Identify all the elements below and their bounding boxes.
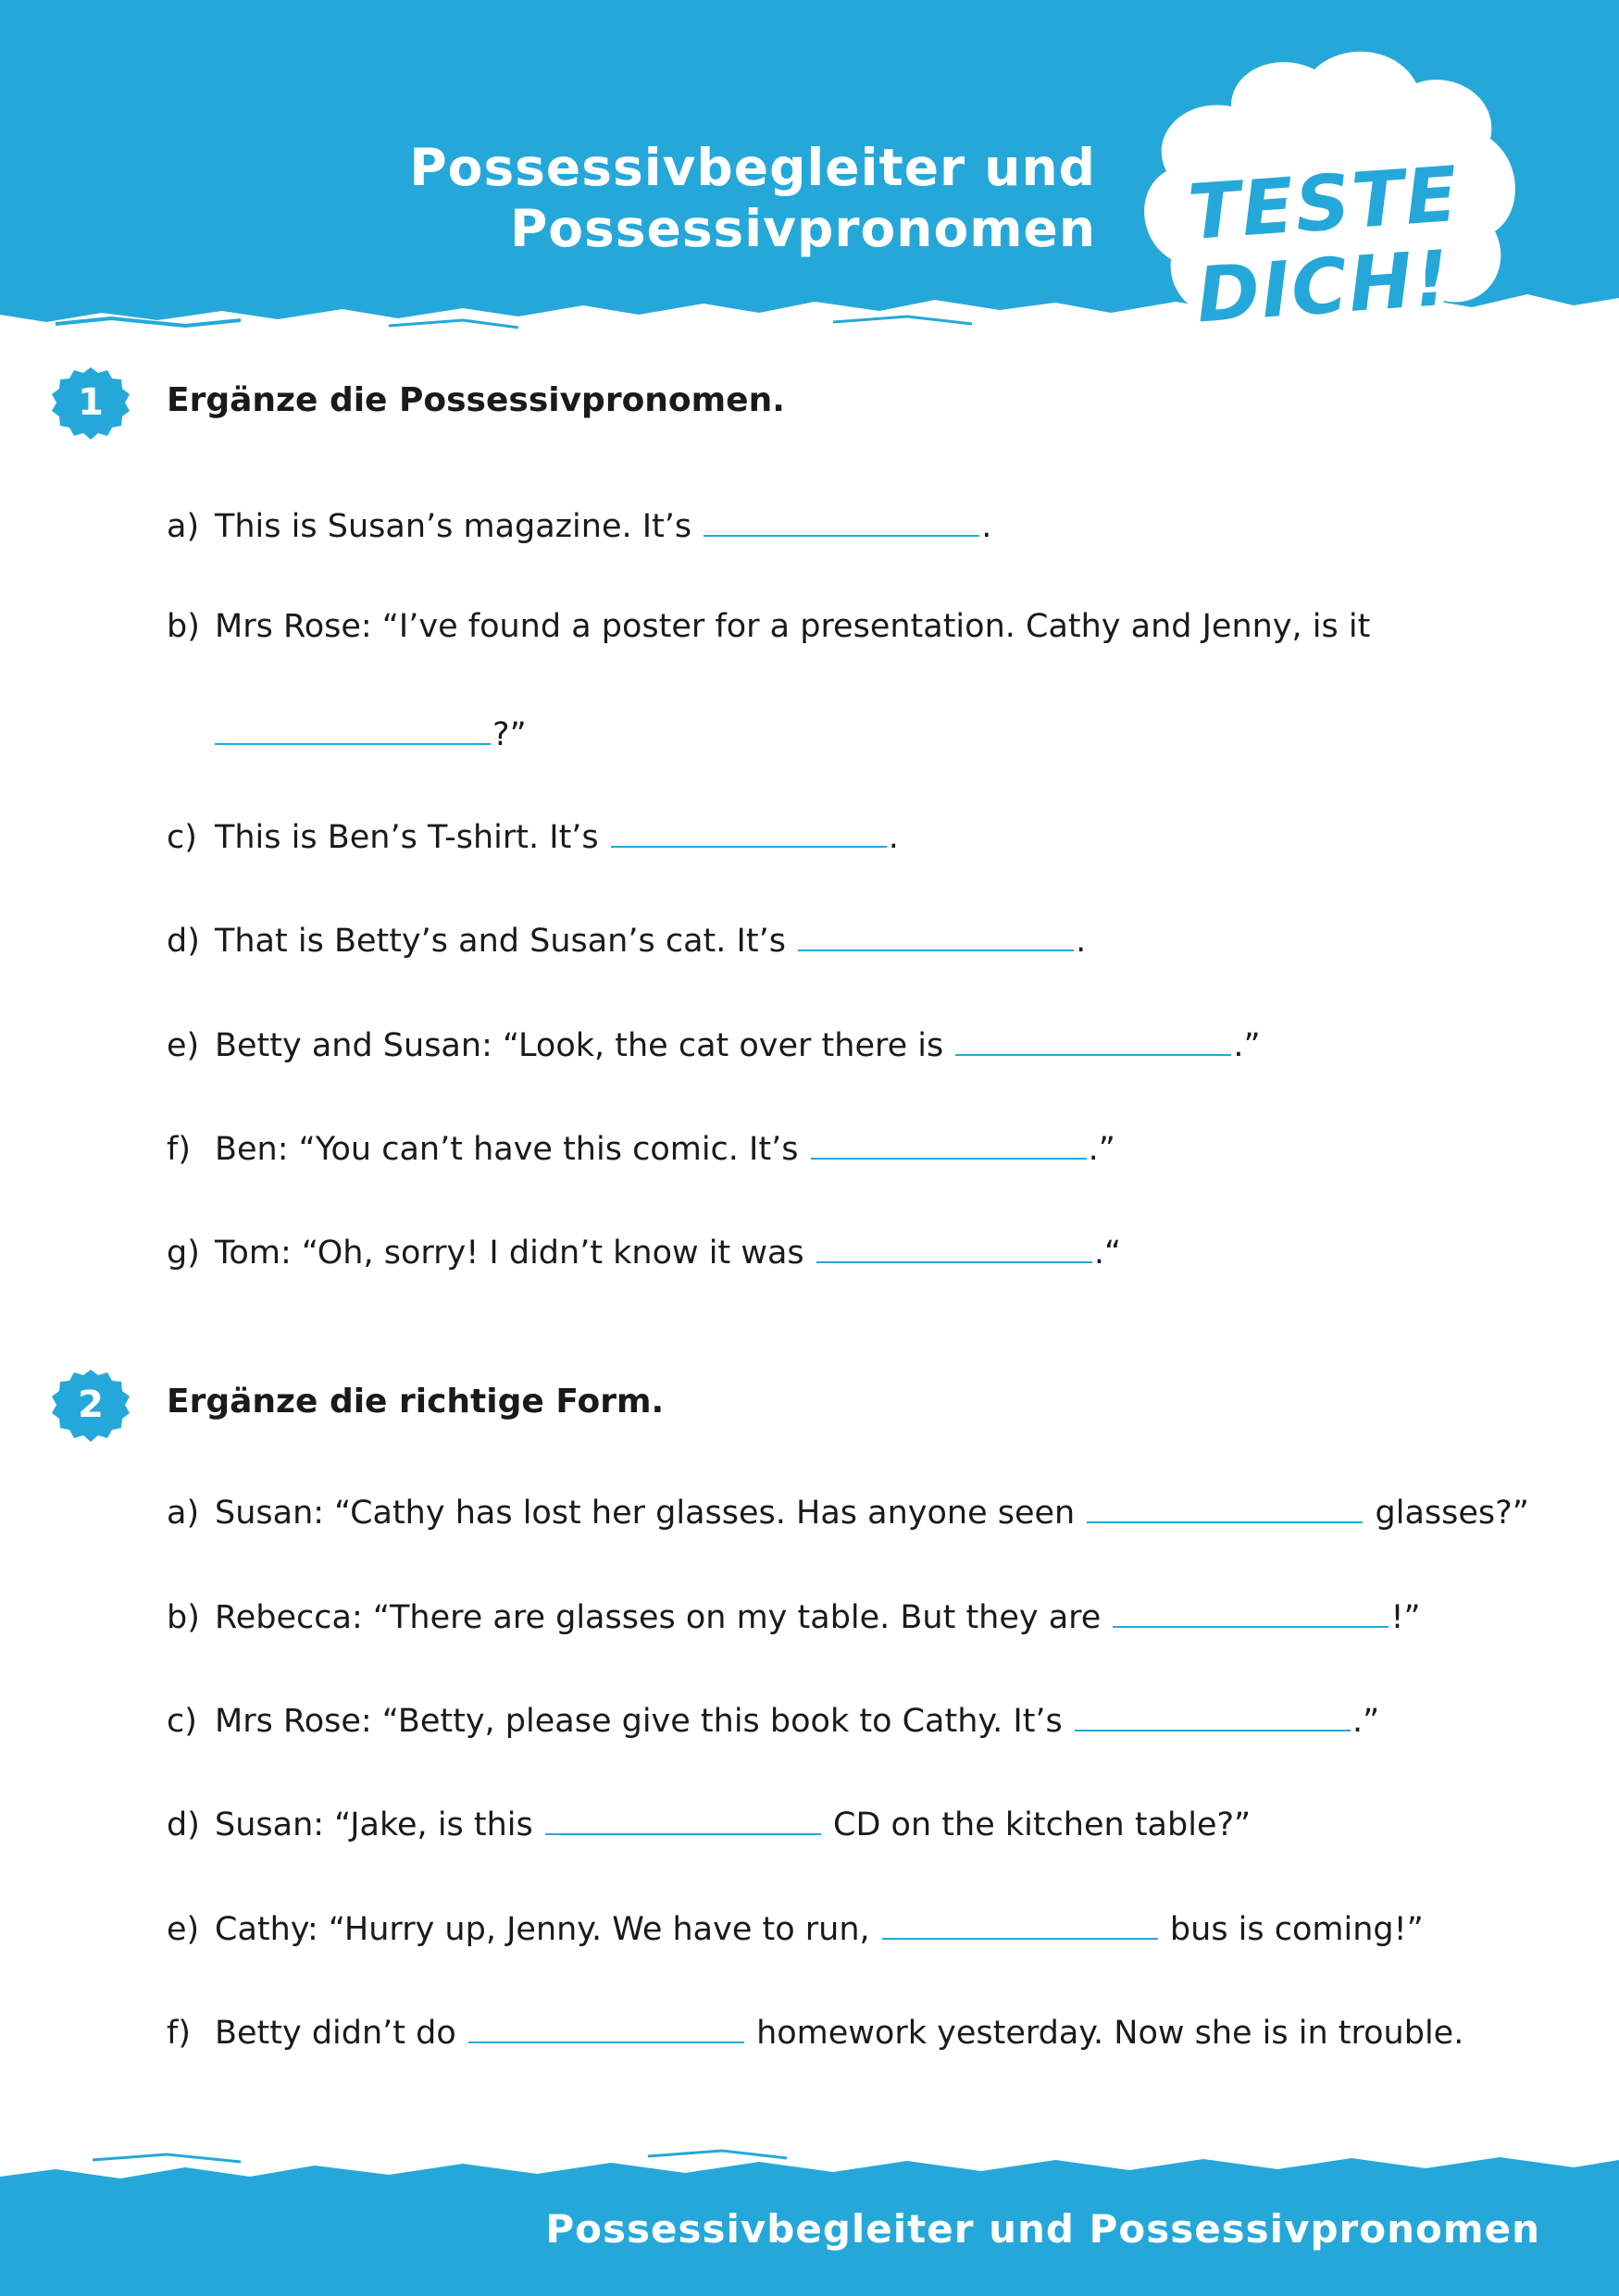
- badge-text-line2: DICH!: [1193, 234, 1454, 341]
- answer-blank[interactable]: [704, 500, 979, 537]
- item-text-before: This is Ben’s T-shirt. It’s: [215, 819, 599, 856]
- exercise-2e: [167, 1903, 1424, 1953]
- item-text-before: That is Betty’s and Susan’s cat. It’s: [215, 923, 786, 960]
- exercise-1a: [167, 500, 991, 550]
- section-title-1: Ergänze die Possessivpronomen.: [167, 381, 785, 419]
- footer-title: Possessivbegleiter und Possessivpronomen: [545, 2206, 1540, 2252]
- item-text-before: Betty didn’t do: [215, 2015, 456, 2052]
- section-number-badge-2: [51, 1365, 131, 1445]
- exercise-1d: [167, 914, 1086, 964]
- item-label: b): [167, 1599, 200, 1636]
- item-text-after: .”: [1088, 1131, 1115, 1168]
- item-text-before: This is Susan’s magazine. It’s: [215, 508, 692, 545]
- exercise-1g: [167, 1226, 1121, 1276]
- item-text-before: Tom: “Oh, sorry! I didn’t know it was: [215, 1235, 804, 1272]
- item-text-before: Susan: “Jake, is this: [215, 1806, 533, 1843]
- exercise-2b: [167, 1591, 1421, 1641]
- item-text-after: .: [888, 819, 899, 856]
- section-title-2: Ergänze die richtige Form.: [167, 1383, 665, 1421]
- page-title-line2: Possessivpronomen: [509, 199, 1096, 258]
- item-label: d): [167, 1806, 200, 1843]
- item-label: f): [167, 2015, 191, 2052]
- exercise-2d: [167, 1798, 1251, 1848]
- teste-dich-badge: [1120, 32, 1527, 356]
- answer-blank[interactable]: [882, 1903, 1158, 1940]
- exercise-1b-continuation: [215, 708, 527, 758]
- item-text-before: Susan: “Cathy has lost her glasses. Has anyone seen: [215, 1495, 1076, 1532]
- item-label: a): [167, 1495, 200, 1532]
- item-label: g): [167, 1235, 200, 1272]
- answer-blank[interactable]: [1075, 1694, 1351, 1731]
- exercise-2f: [167, 2006, 1463, 2056]
- item-text-after: .“: [1093, 1235, 1122, 1272]
- item-text-before: Ben: “You can’t have this comic. It’s: [215, 1131, 799, 1168]
- item-text-after: ?”: [492, 716, 527, 753]
- answer-blank[interactable]: [545, 1798, 821, 1835]
- item-label: b): [167, 608, 200, 645]
- item-text-after: glasses?”: [1375, 1495, 1529, 1532]
- item-text-before: Mrs Rose: “Betty, please give this book to Cathy. It’s: [215, 1703, 1063, 1740]
- exercise-1f: [167, 1123, 1115, 1173]
- item-text-after: .: [1076, 923, 1087, 960]
- section-number: 1: [78, 381, 104, 424]
- exercise-2c: [167, 1694, 1379, 1744]
- item-label: a): [167, 508, 200, 545]
- answer-blank[interactable]: [468, 2006, 744, 2043]
- exercise-1c: [167, 811, 899, 861]
- answer-blank[interactable]: [1087, 1486, 1363, 1523]
- item-text-before: Rebecca: “There are glasses on my table. But they are: [215, 1599, 1102, 1636]
- badge-text-line1: TESTE: [1185, 150, 1463, 258]
- item-label: e): [167, 1911, 200, 1948]
- item-text-after: .”: [1351, 1703, 1380, 1740]
- answer-blank[interactable]: [1113, 1591, 1389, 1628]
- item-label: e): [167, 1027, 200, 1064]
- answer-blank[interactable]: [798, 914, 1074, 951]
- exercise-1e: [167, 1019, 1261, 1069]
- answer-blank[interactable]: [611, 811, 887, 848]
- item-text-after: homework yesterday. Now she is in trouble.: [756, 2015, 1464, 2052]
- answer-blank[interactable]: [215, 708, 491, 745]
- item-text-after: .”: [1233, 1027, 1261, 1064]
- answer-blank[interactable]: [816, 1226, 1092, 1263]
- item-text-before: Betty and Susan: “Look, the cat over there is: [215, 1027, 944, 1064]
- item-text-after: CD on the kitchen table?”: [833, 1806, 1252, 1843]
- exercise-2a: [167, 1486, 1529, 1536]
- page-title: [263, 137, 1096, 259]
- item-text-before: Cathy: “Hurry up, Jenny. We have to run,: [215, 1911, 870, 1948]
- item-label: c): [167, 819, 197, 856]
- item-text-after: bus is coming!”: [1169, 1911, 1424, 1948]
- item-label: c): [167, 1703, 197, 1740]
- item-label: f): [167, 1131, 191, 1168]
- section-number-badge-1: [51, 363, 131, 442]
- item-label: d): [167, 923, 200, 960]
- exercise-1b: [167, 603, 1370, 650]
- item-text-before: Mrs Rose: “I’ve found a poster for a presentation. Cathy and Jenny, is it: [215, 608, 1371, 645]
- item-text-after: .: [981, 508, 992, 545]
- section-number: 2: [78, 1384, 104, 1426]
- answer-blank[interactable]: [955, 1019, 1231, 1056]
- page-title-line1: Possessivbegleiter und: [409, 138, 1096, 197]
- answer-blank[interactable]: [811, 1123, 1087, 1160]
- item-text-after: !”: [1390, 1599, 1421, 1636]
